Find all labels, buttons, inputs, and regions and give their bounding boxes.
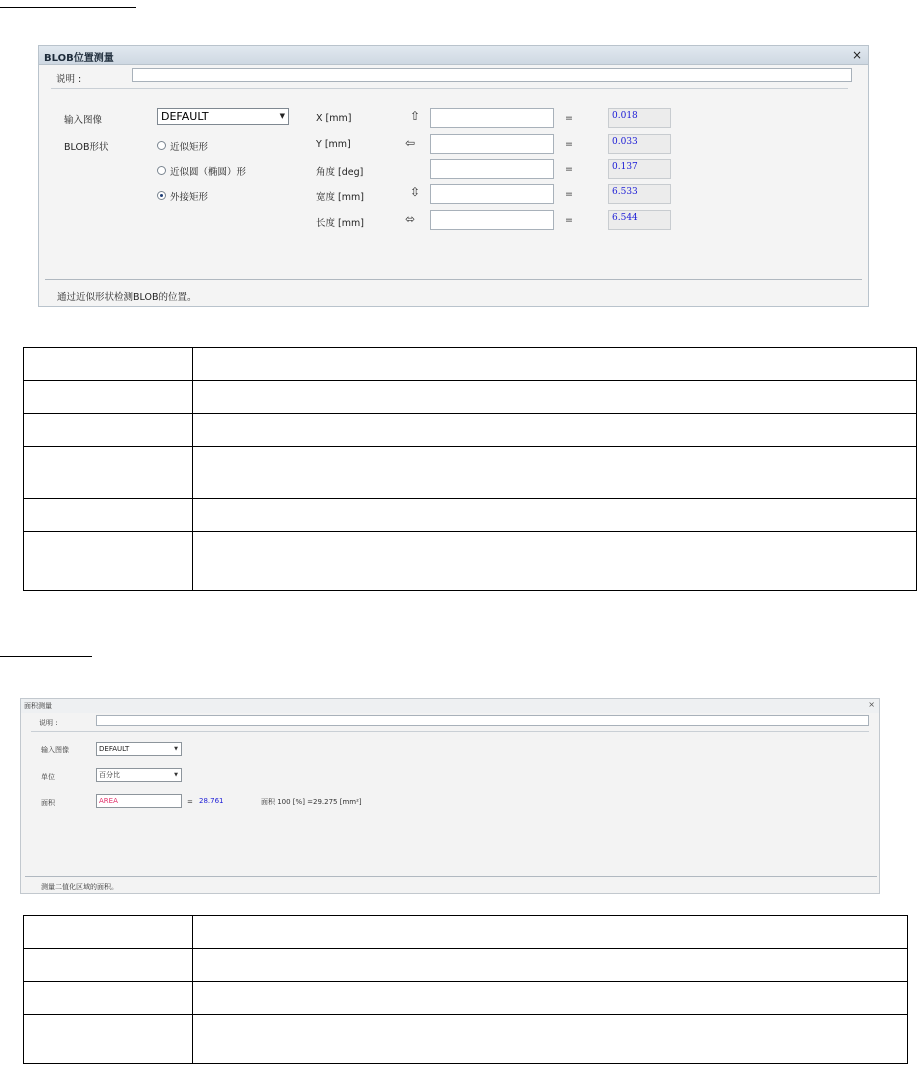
radio-approx-rectangle[interactable] bbox=[157, 141, 166, 150]
input-image-label: 输入图像 bbox=[41, 746, 69, 754]
table-row bbox=[24, 381, 917, 414]
measure-x-label: X [mm] bbox=[316, 113, 352, 124]
equals-sign: = bbox=[565, 215, 573, 226]
unit-value: 百分比 bbox=[99, 771, 120, 779]
measure-y-label: Y [mm] bbox=[316, 139, 351, 150]
input-image-dropdown[interactable] bbox=[157, 108, 289, 125]
dialog-title: BLOB位置测量 bbox=[44, 53, 114, 64]
arrow-up-icon: ⇧ bbox=[410, 109, 421, 123]
section-heading-underline-1 bbox=[0, 7, 136, 8]
radio-approx-ellipse-label: 近似圆（椭圆）形 bbox=[170, 167, 247, 178]
status-text: 测量二值化区域的面积。 bbox=[41, 883, 118, 891]
table-row bbox=[24, 1015, 908, 1064]
input-image-dropdown[interactable] bbox=[96, 742, 182, 756]
input-image-value: DEFAULT bbox=[99, 745, 130, 753]
measure-length-label: 长度 [mm] bbox=[316, 218, 364, 229]
area-note: 面积 100 [%] =29.275 [mm²] bbox=[261, 798, 362, 806]
arrow-left-right-icon: ⬄ bbox=[405, 212, 416, 226]
status-separator bbox=[45, 279, 862, 280]
unit-dropdown[interactable] bbox=[96, 768, 182, 782]
measure-x-result: 0.018 bbox=[608, 108, 671, 128]
parameter-table-2 bbox=[23, 915, 908, 1064]
table-row bbox=[24, 916, 908, 949]
measure-width-result: 6.533 bbox=[608, 184, 671, 204]
table-row bbox=[24, 532, 917, 591]
measure-length-input[interactable] bbox=[430, 210, 554, 230]
arrow-left-icon: ⇦ bbox=[405, 136, 416, 150]
chevron-down-icon: ▼ bbox=[174, 746, 178, 752]
measure-width-input[interactable] bbox=[430, 184, 554, 204]
area-result: 28.761 bbox=[199, 797, 224, 805]
table-row bbox=[24, 447, 917, 499]
section-heading-underline-2 bbox=[0, 656, 92, 657]
radio-bounding-rectangle-label: 外接矩形 bbox=[170, 192, 209, 203]
input-image-label: 输入图像 bbox=[64, 115, 103, 126]
arrow-up-down-icon: ⇳ bbox=[410, 185, 421, 199]
measure-angle-result: 0.137 bbox=[608, 159, 671, 179]
radio-approx-rectangle-label: 近似矩形 bbox=[170, 142, 209, 153]
table-row bbox=[24, 414, 917, 447]
chevron-down-icon: ▼ bbox=[279, 112, 285, 120]
input-image-value: DEFAULT bbox=[161, 110, 209, 123]
table-row bbox=[24, 949, 908, 982]
area-expression-input[interactable]: AREA bbox=[96, 794, 182, 808]
status-text: 通过近似形状检测BLOB的位置。 bbox=[57, 292, 197, 303]
measure-y-input[interactable] bbox=[430, 134, 554, 154]
unit-label: 单位 bbox=[41, 773, 55, 781]
radio-approx-ellipse[interactable] bbox=[157, 166, 166, 175]
measure-angle-label: 角度 [deg] bbox=[316, 167, 364, 178]
equals-sign: = bbox=[565, 164, 573, 175]
separator bbox=[31, 731, 869, 732]
dialog-titlebar bbox=[21, 699, 879, 713]
equals-sign: = bbox=[565, 189, 573, 200]
description-input[interactable] bbox=[132, 68, 852, 82]
close-icon[interactable]: × bbox=[868, 700, 875, 709]
area-measure-dialog bbox=[20, 698, 880, 894]
measure-width-label: 宽度 [mm] bbox=[316, 192, 364, 203]
measure-x-input[interactable] bbox=[430, 108, 554, 128]
dialog-titlebar bbox=[39, 46, 868, 65]
area-label: 面积 bbox=[41, 799, 55, 807]
table-row bbox=[24, 499, 917, 532]
parameter-table-1 bbox=[23, 347, 917, 591]
measure-y-result: 0.033 bbox=[608, 134, 671, 154]
description-input[interactable] bbox=[96, 715, 869, 726]
separator bbox=[51, 88, 848, 89]
description-label: 说明 : bbox=[56, 74, 82, 85]
description-label: 说明 : bbox=[39, 719, 58, 727]
equals-sign: = bbox=[187, 798, 193, 806]
dialog-title: 面积测量 bbox=[24, 702, 52, 710]
table-row bbox=[24, 348, 917, 381]
radio-bounding-rectangle[interactable] bbox=[157, 191, 166, 200]
table-row bbox=[24, 982, 908, 1015]
measure-length-result: 6.544 bbox=[608, 210, 671, 230]
measure-angle-input[interactable] bbox=[430, 159, 554, 179]
blob-position-dialog bbox=[38, 45, 869, 307]
chevron-down-icon: ▼ bbox=[174, 772, 178, 778]
equals-sign: = bbox=[565, 139, 573, 150]
equals-sign: = bbox=[565, 113, 573, 124]
close-icon[interactable]: × bbox=[851, 48, 862, 62]
status-separator bbox=[25, 876, 877, 877]
blob-shape-label: BLOB形状 bbox=[64, 142, 109, 153]
